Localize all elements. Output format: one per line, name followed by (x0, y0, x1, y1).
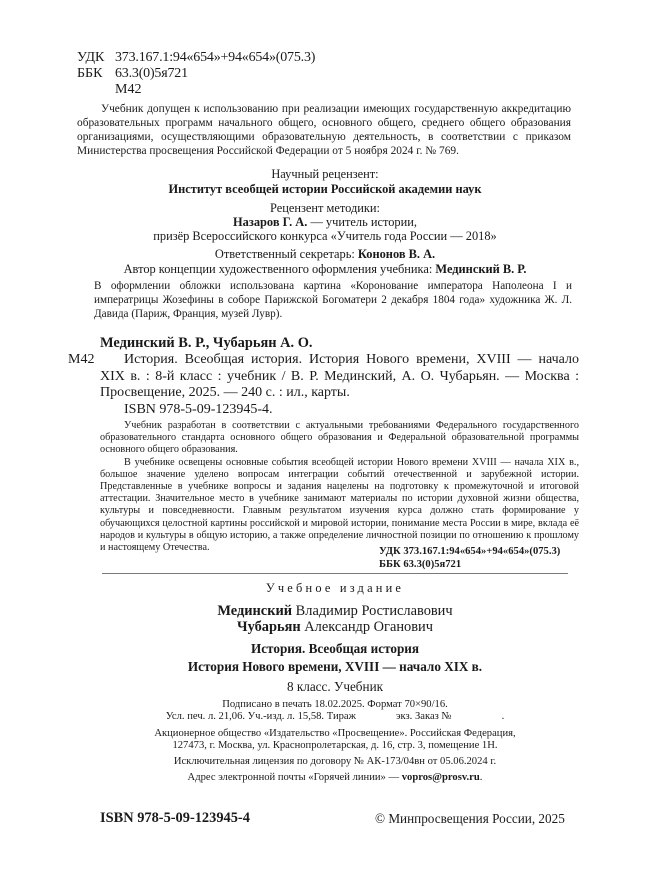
secretary-name: Кононов В. А. (357, 247, 436, 261)
scientific-reviewer-value: Институт всеобщей истории Российской академии наук (168, 182, 482, 196)
bbk-right: ББК 63.3(0)5я721 (379, 558, 462, 570)
order-end: . (501, 711, 505, 722)
hotline-end: . (479, 772, 483, 783)
divider (102, 573, 568, 574)
method-reviewer-label: Рецензент методики: (270, 201, 380, 215)
annotation-paragraph: Учебник разработан в соответствии с актуальными требованиями Федерального государственного образовательного стандарта основного общего образования и Федеральной образовательной программы основного общего образования. (100, 420, 579, 456)
bbk-value: 63.3(0)5я721 (115, 66, 188, 81)
hotline-email[interactable]: vopros@prosv.ru (401, 772, 480, 783)
sheets-info: Усл. печ. л. 21,06. Уч.-изд. л. 15,58. Тираж (165, 711, 356, 722)
approval-paragraph: Учебник допущен к использованию при реализации имеющих государственную аккредитацию образовательных программ начального общего, основного общего, среднего общего образования организациями, осуществляющими образовательную деятельность, в соответствии с приказом Министерства просвещения Российской Федерации от 5 ноября 2024 г. № 769. (77, 103, 571, 157)
publisher-address: 127473, г. Москва, ул. Краснопролетарская, д. 16, стр. 3, помещение 1Н. (172, 740, 498, 751)
udk-value: 373.167.1:94«654»+94«654»(075.3) (115, 50, 316, 65)
publisher-line: Акционерное общество «Издательство «Просвещение». Российская Федерация, (154, 728, 516, 739)
footer-isbn: ISBN 978-5-09-123945-4 (100, 810, 250, 826)
udk-right: УДК 373.167.1:94«654»+94«654»(075.3) (379, 546, 561, 557)
method-reviewer-award: призёр Всероссийского конкурса «Учитель года России — 2018» (153, 229, 497, 243)
print-signed: Подписано в печать 18.02.2025. Формат 70×90/16. (222, 699, 448, 710)
art-concept-name: Мединский В. Р. (435, 262, 527, 276)
author-surname: Чубарьян (237, 619, 301, 635)
print-sheets (100, 711, 570, 724)
biblio-description: История. Всеобщая история. История Нового времени, XVIII — начало XIX в. : 8-й класс : учебник / В. Р. Мединский, А. О. Чубарьян. — Москва : Просвещение, 2025. — 240 с. : ил., карты. (100, 352, 579, 400)
author-full-name (100, 603, 570, 619)
udk-row (77, 50, 315, 66)
hotline (100, 772, 570, 785)
cover-note: В оформлении обложки использована картина «Коронование императора Наполеона I и императрицы Жозефины в соборе Парижской Богоматери 2 декабря 1804 года» художника Ж. Л. Давида (Париж, Франция, музей Лувр). (94, 280, 572, 320)
scientific-reviewer-label: Научный рецензент: (271, 167, 379, 181)
executive-secretary (70, 247, 580, 262)
edition-label: Учебное издание (265, 581, 405, 595)
annotation-paragraph: В учебнике освещены основные события всеобщей истории Нового времени XVIII — начала XIX в., большое значение уделено вопросам интеграции событий отечественной и зарубежной истории. Представленные в учебнике вопросы и задания нацелены на подготовку к промежуточной и итоговой аттестации. Значительное место в учебнике занимают материалы по истории духовной жизни общества, культуры и повседневности. Главным результатом изучения курса должно стать формирование у обучающихся целостной картины российской и мировой истории, понимание места России в мире, вклада её народов и культуры в общую историю, а также определение личностной позиции по отношению к прошлому и настоящему Отечества. (100, 456, 579, 554)
hotline-label: Адрес электронной почты «Горячей линии» — (187, 772, 402, 783)
art-concept-label: Автор концепции художественного оформления учебника: (123, 262, 436, 276)
bbk-label: ББК (77, 66, 103, 81)
author-mark: М42 (115, 82, 142, 97)
biblio-isbn: ISBN 978-5-09-123945-4. (124, 402, 273, 417)
biblio-mark: М42 (68, 352, 95, 367)
book-subtitle: История Нового времени, XVIII — начало XIX в. (187, 659, 483, 674)
bbk-row (77, 66, 315, 82)
secretary-label: Ответственный секретарь: (214, 247, 358, 261)
method-reviewer-desc: — учитель истории, (307, 215, 417, 229)
classification-codes-right (379, 546, 560, 571)
udk-label: УДК (77, 50, 105, 65)
method-reviewer (70, 215, 580, 230)
art-concept-author (70, 262, 580, 277)
footer-copyright: © Минпросвещения России, 2025 (375, 811, 565, 826)
classification-codes (77, 50, 315, 98)
author-given-names: Александр Оганович (300, 619, 433, 635)
license: Исключительная лицензия по договору № АК-173/04вн от 05.06.2024 г. (173, 756, 497, 767)
method-reviewer-name: Назаров Г. А. (233, 215, 308, 229)
author-surname: Мединский (217, 603, 293, 619)
order-info: экз. Заказ № (395, 711, 452, 722)
annotation (100, 420, 579, 554)
grade-label: 8 класс. Учебник (286, 679, 384, 694)
author-given-names: Владимир Ростиславович (292, 603, 453, 619)
author-full-name (100, 619, 570, 635)
biblio-authors: Мединский В. Р., Чубарьян А. О. (100, 335, 313, 351)
book-title: История. Всеобщая история (250, 641, 420, 656)
